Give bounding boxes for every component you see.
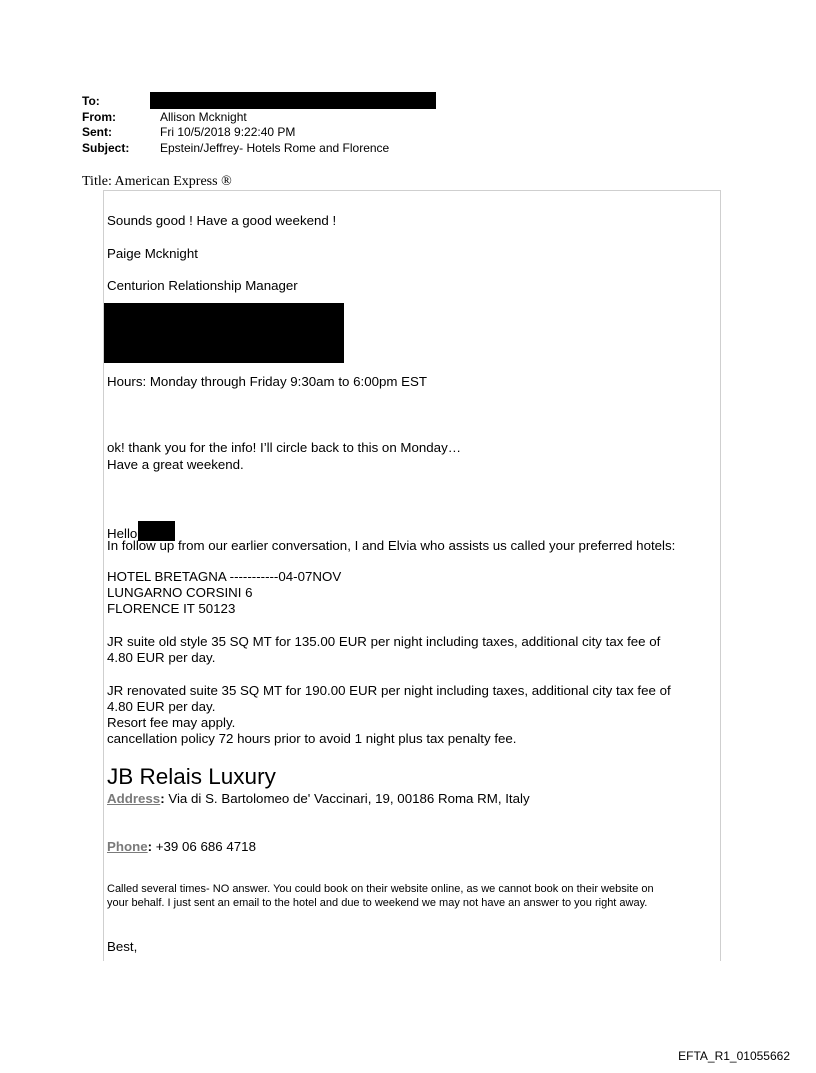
sent-value: Fri 10/5/2018 9:22:40 PM bbox=[160, 125, 296, 139]
phone-link[interactable]: Phone bbox=[107, 839, 148, 854]
hotel-bretagna-city: FLORENCE IT 50123 bbox=[107, 601, 236, 616]
phone-line: Phone: +39 06 686 4718 bbox=[107, 839, 256, 854]
resort-fee-line: Resort fee may apply. bbox=[107, 715, 236, 730]
address-line: Address: Via di S. Bartolomeo de' Vaccinari, 19, 00186 Roma RM, Italy bbox=[107, 791, 530, 806]
from-label: From: bbox=[82, 109, 116, 124]
redaction-block bbox=[150, 92, 436, 109]
called-line-1: Called several times- NO answer. You could book on their website online, as we cannot book on their website on bbox=[107, 883, 654, 895]
weekend-line: Have a great weekend. bbox=[107, 457, 244, 472]
hotel-bretagna-address: LUNGARNO CORSINI 6 bbox=[107, 585, 253, 600]
jr-old-style-tax: 4.80 EUR per day. bbox=[107, 650, 216, 665]
sent-row bbox=[82, 125, 436, 141]
hours-line: Hours: Monday through Friday 9:30am to 6:00pm EST bbox=[107, 374, 428, 389]
hotel-bretagna-line: HOTEL BRETAGNA -----------04-07NOV bbox=[107, 569, 342, 584]
signer-role: Centurion Relationship Manager bbox=[107, 278, 298, 293]
subject-row bbox=[82, 141, 436, 157]
address-value: Via di S. Bartolomeo de' Vaccinari, 19, 00186 Roma RM, Italy bbox=[164, 791, 530, 806]
from-row bbox=[82, 110, 436, 126]
subject-value: Epstein/Jeffrey- Hotels Rome and Florence bbox=[160, 140, 390, 155]
to-label: To: bbox=[82, 94, 100, 108]
email-header bbox=[82, 94, 436, 156]
phone-value: +39 06 686 4718 bbox=[152, 839, 256, 854]
body-line-sounds-good: Sounds good ! Have a good weekend ! bbox=[107, 213, 337, 228]
document-id: EFTA_R1_01055662 bbox=[678, 1049, 790, 1063]
cancellation-line: cancellation policy 72 hours prior to avoid 1 night plus tax penalty fee. bbox=[107, 731, 517, 746]
address-link[interactable]: Address bbox=[107, 791, 161, 806]
subject-label: Subject: bbox=[82, 140, 130, 155]
jr-renovated-tax: 4.80 EUR per day. bbox=[107, 699, 216, 714]
to-row bbox=[82, 94, 436, 110]
hotel-jb-relais-name: JB Relais Luxury bbox=[107, 764, 276, 789]
hello-word: Hello bbox=[107, 526, 138, 541]
ok-line: ok! thank you for the info! I’ll circle back to this on Monday… bbox=[107, 440, 462, 455]
jr-renovated-line: JR renovated suite 35 SQ MT for 190.00 EUR per night including taxes, additional city tax fee of bbox=[107, 683, 671, 698]
sent-label: Sent: bbox=[82, 125, 112, 139]
redaction-block bbox=[104, 303, 344, 363]
best-line: Best, bbox=[107, 939, 138, 954]
jr-old-style-line: JR suite old style 35 SQ MT for 135.00 EUR per night including taxes, additional city tax fee of bbox=[107, 634, 661, 649]
followup-line: In follow up from our earlier conversation, I and Elvia who assists us called your preferred hotels: bbox=[107, 538, 676, 553]
title-line: Title: American Express ® bbox=[82, 174, 232, 189]
called-line-2: your behalf. I just sent an email to the hotel and due to weekend we may not have an answer to you right away. bbox=[107, 897, 648, 909]
from-value: Allison Mcknight bbox=[160, 109, 247, 124]
signer-name: Paige Mcknight bbox=[107, 246, 198, 261]
